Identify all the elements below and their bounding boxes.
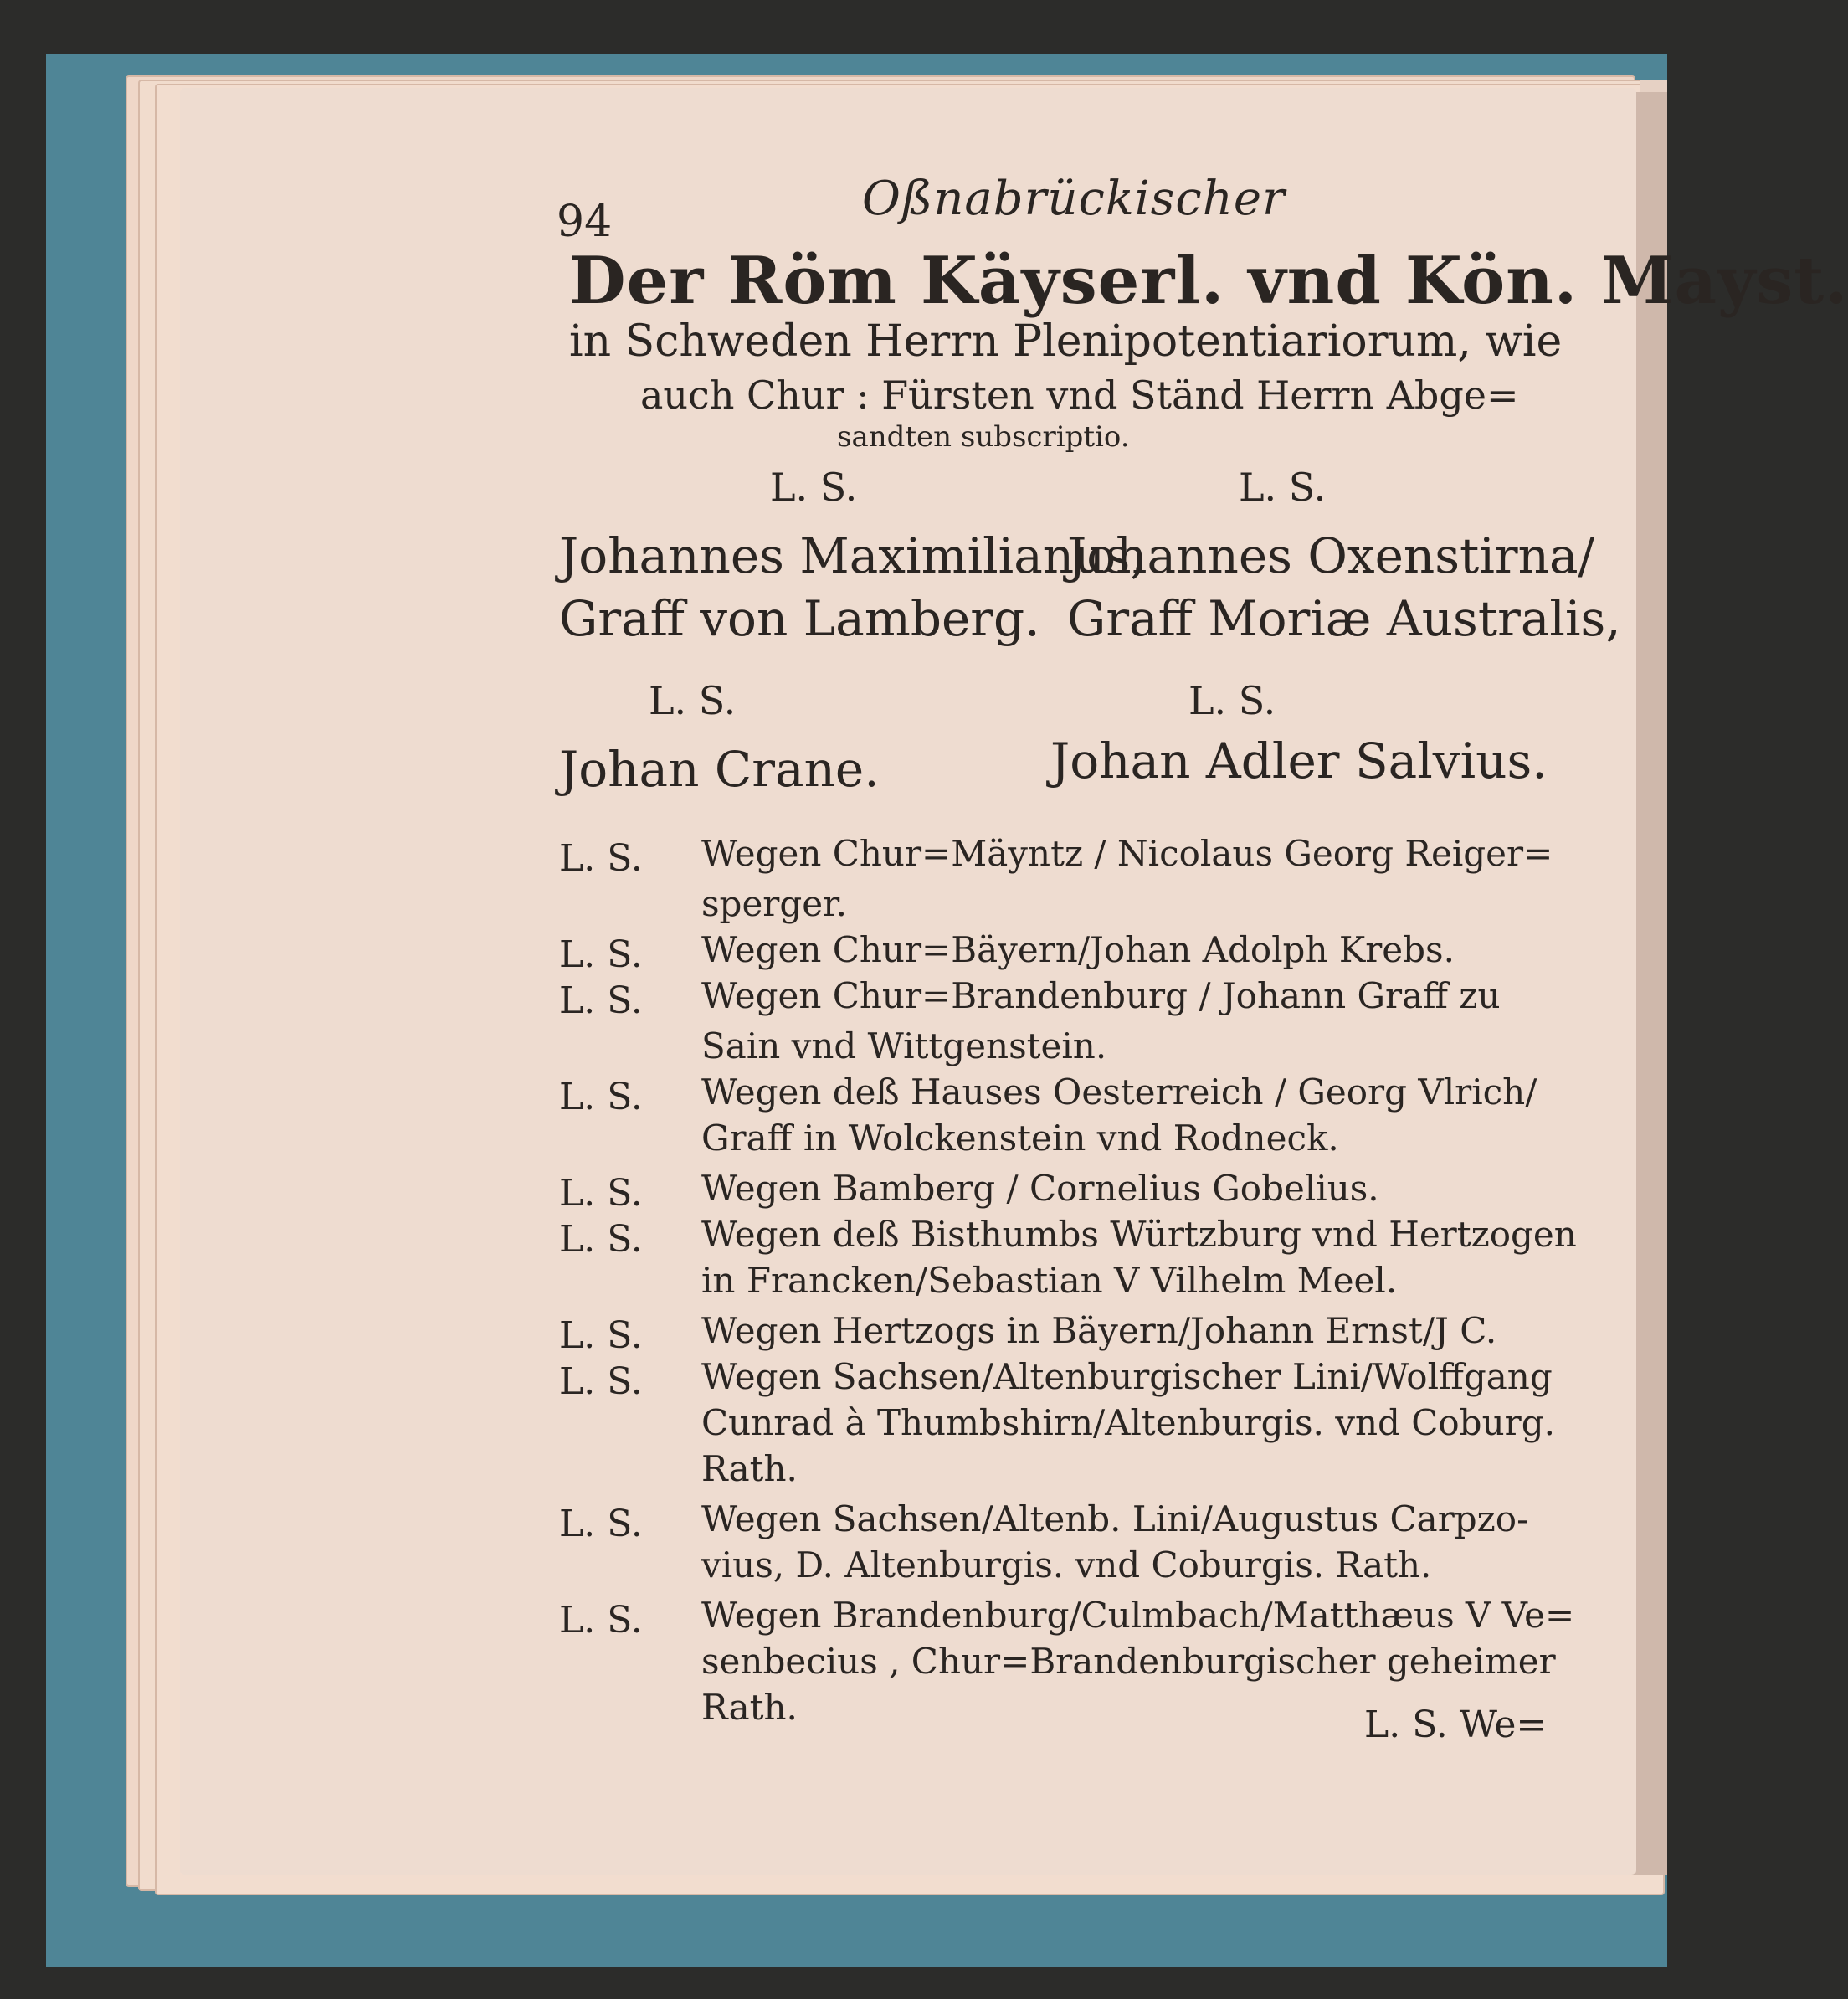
entry-line: Graff in Wolckenstein vnd Rodneck. (701, 1118, 1339, 1159)
entry-line: Rath. (701, 1448, 798, 1489)
entry-line: Wegen Sachsen/Altenburgischer Lini/Wolffgang (701, 1356, 1553, 1397)
seal-mark: L. S. (559, 1218, 643, 1261)
seal-mark: L. S. (559, 1503, 643, 1545)
title-line: in Schweden Herrn Plenipotentiariorum, wie (569, 316, 1563, 367)
signatory-title: Graff Moriæ Australis, (1067, 590, 1621, 647)
seal-mark: L. S. (559, 1314, 643, 1357)
entry-line: Wegen Chur=Bäyern/Johan Adolph Krebs. (701, 929, 1455, 970)
seal-mark: L. S. (559, 1172, 643, 1215)
signatory-title: Graff von Lamberg. (559, 590, 1040, 647)
entry-line: Rath. (701, 1687, 798, 1728)
running-head: Oßnabrückischer (862, 172, 1286, 226)
entry-line: Wegen Bamberg / Cornelius Gobelius. (701, 1168, 1379, 1209)
entry-line: Wegen Sachsen/Altenb. Lini/Augustus Carpzo- (701, 1498, 1529, 1539)
catchword: L. S. We= (1364, 1704, 1548, 1746)
seal-mark: L. S. (770, 465, 858, 510)
entry-line: Wegen Hertzogs in Bäyern/Johann Ernst/J C. (701, 1310, 1497, 1351)
seal-mark: L. S. (559, 837, 643, 880)
entry-line: in Francken/Sebastian V Vilhelm Meel. (701, 1260, 1398, 1301)
entry-line: Wegen deß Hauses Oesterreich / Georg Vlrich/ (701, 1071, 1537, 1113)
title-line: Der Röm Käyserl. vnd Kön. Mayst. (569, 243, 1848, 319)
seal-mark: L. S. (559, 979, 643, 1022)
seal-mark: L. S. (1239, 465, 1327, 510)
signatory-name: Johan Adler Salvius. (1050, 732, 1548, 789)
signatory-name: Johan Crane. (559, 741, 880, 798)
title-line: sandten subscriptio. (837, 420, 1130, 454)
entry-line: vius, D. Altenburgis. vnd Coburgis. Rath. (701, 1544, 1432, 1585)
seal-mark: L. S. (559, 1360, 643, 1403)
seal-mark: L. S. (559, 1076, 643, 1118)
seal-mark: L. S. (1188, 678, 1276, 723)
seal-mark: L. S. (649, 678, 737, 723)
entry-line: Wegen Chur=Brandenburg / Johann Graff zu (701, 975, 1501, 1016)
entry-line: Wegen Brandenburg/Culmbach/Matthæus V Ve= (701, 1595, 1575, 1636)
title-line: auch Chur : Fürsten vnd Ständ Herrn Abge= (640, 373, 1519, 418)
seal-mark: L. S. (559, 1599, 643, 1642)
entry-line: Sain vnd Wittgenstein. (701, 1025, 1107, 1066)
entry-line: senbecius , Chur=Brandenburgischer geheimer (701, 1641, 1556, 1682)
entry-line: Wegen Chur=Mäyntz / Nicolaus Georg Reiger= (701, 833, 1553, 874)
entry-line: Wegen deß Bisthumbs Würtzburg vnd Hertzogen (701, 1214, 1577, 1255)
seal-mark: L. S. (559, 933, 643, 976)
entry-line: Cunrad à Thumbshirn/Altenburgis. vnd Coburg. (701, 1402, 1555, 1443)
signatory-name: Johannes Maximilianus, (559, 527, 1146, 584)
entry-line: sperger. (701, 883, 847, 924)
page-number: 94 (557, 197, 613, 247)
signatory-name: Johannes Oxenstirna/ (1067, 527, 1595, 584)
